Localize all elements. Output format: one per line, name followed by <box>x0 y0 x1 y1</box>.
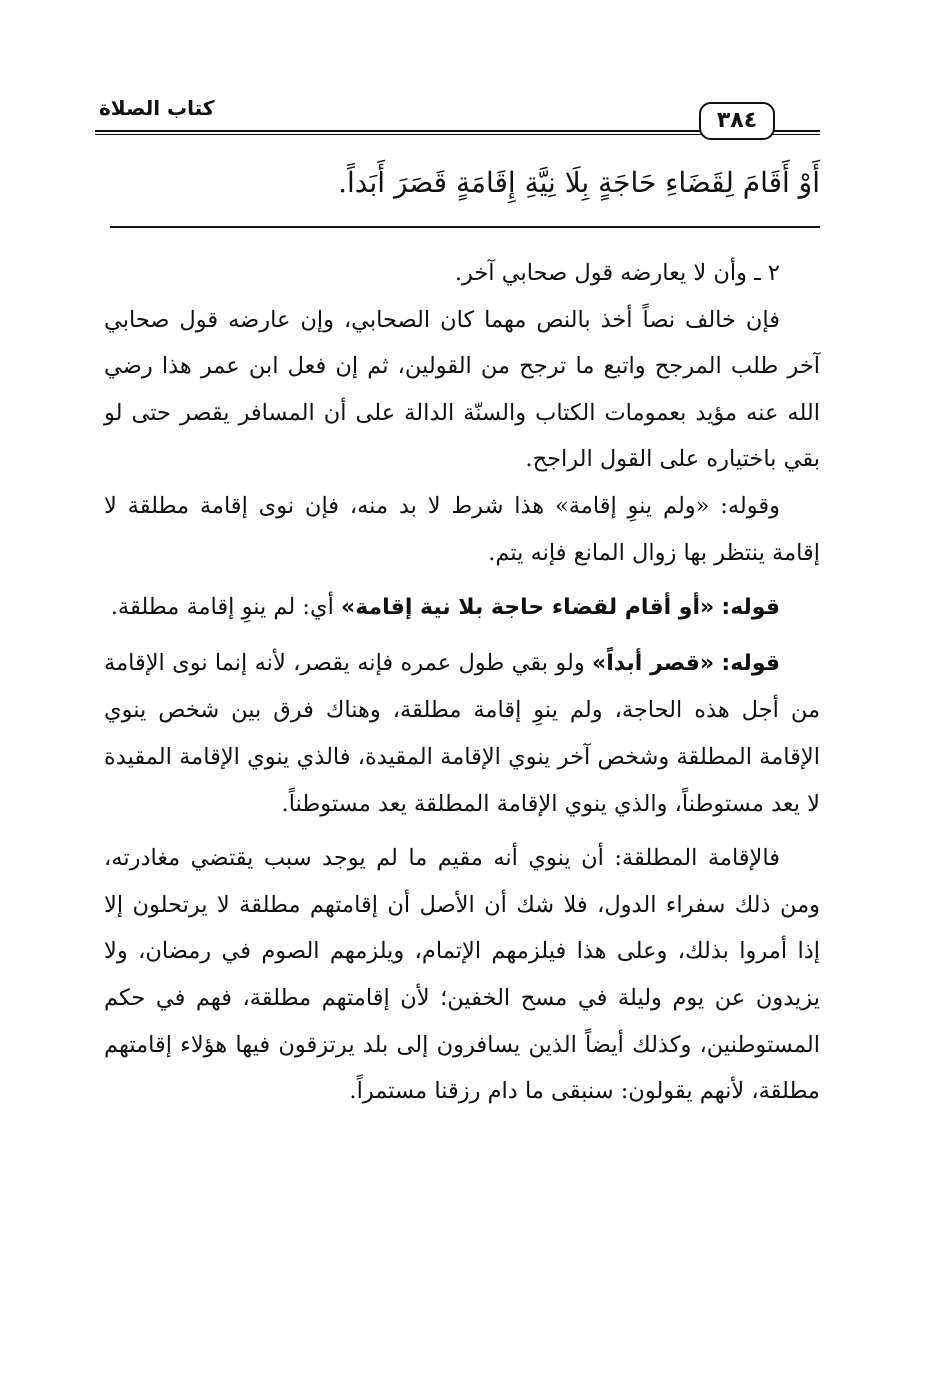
quote-explanation: ولو بقي طول عمره فإنه يقصر، لأنه إنما نوى الإقامة من أجل هذه الحاجة، ولم ينوِ إقامة مطلقة، وهناك فرق بين شخص ينوي الإقامة المطلقة وشخص آخر ينوي الإقامة المقيدة، فالذي ينوي الإقامة المقيدة لا يعد مستوطناً، والذي ينوي الإقامة المطلقة يعد مستوطناً. <box>104 649 820 817</box>
commentary-body <box>104 250 820 1115</box>
paragraph-condition-two: ٢ ـ وأن لا يعارضه قول صحابي آخر. <box>454 260 780 286</box>
paragraph-quote-need <box>104 584 820 632</box>
book-title: كتاب الصلاة <box>95 96 218 120</box>
paragraph-intention: وقوله: «ولم ينوِ إقامة» هذا شرط لا بد منه، فإن نوى إقامة مطلقة لا إقامة ينتظر بها زوال المانع فإنه يتم. <box>104 492 820 566</box>
quote-text: «أو أقام لقضاء حاجة بلا نية إقامة» <box>340 595 715 621</box>
quote-explanation: أي: لم ينوِ إقامة مطلقة. <box>110 594 341 621</box>
page-header <box>95 88 820 138</box>
quote-text: «قصر أبداً» <box>592 650 715 676</box>
paragraph-absolute-residence: فالإقامة المطلقة: أن ينوي أنه مقيم ما لم يوجد سبب يقتضي مغادرته، ومن ذلك سفراء الدول، فلا شك أن الأصل أن إقامتهم مطلقة لا يرتحلون إلا إذا أمروا بذلك، وعلى هذا فيلزمهم الإتمام، ويلزمهم الصوم في رمضان، ولا يزيدون عن يوم وليلة في مسح الخفين؛ لأن إقامتهم مطلقة، فهم في حكم المستوطنين، وكذلك أيضاً الذين يسافرون إلى بلد يرتزقون فيها هؤلاء إقامتهم مطلقة، لأنهم يقولون: سنبقى ما دام رزقنا مستمراً. <box>104 845 820 1105</box>
paragraph-quote-always <box>104 640 820 827</box>
verse-separator-rule <box>110 226 820 228</box>
paragraph-contradiction: فإن خالف نصاً أخذ بالنص مهما كان الصحابي، وإن عارضه قول صحابي آخر طلب المرجح واتبع ما ترجح من القولين، ثم إن فعل ابن عمر هذا رضي الله عنه مؤيد بعمومات الكتاب والسنّة الدالة على أن المسافر يقصر حتى لو بقي باختياره على القول الراجح. <box>104 306 820 473</box>
matn-verse: أَوْ أَقَامَ لِقَضَاءِ حَاجَةٍ بِلَا نِيَّةِ إِقَامَةٍ قَصَرَ أَبَداً. <box>338 166 820 199</box>
quote-lead: قوله: <box>721 650 781 676</box>
quote-lead: قوله: <box>721 595 780 621</box>
page-number: ٣٨٤ <box>699 102 775 140</box>
